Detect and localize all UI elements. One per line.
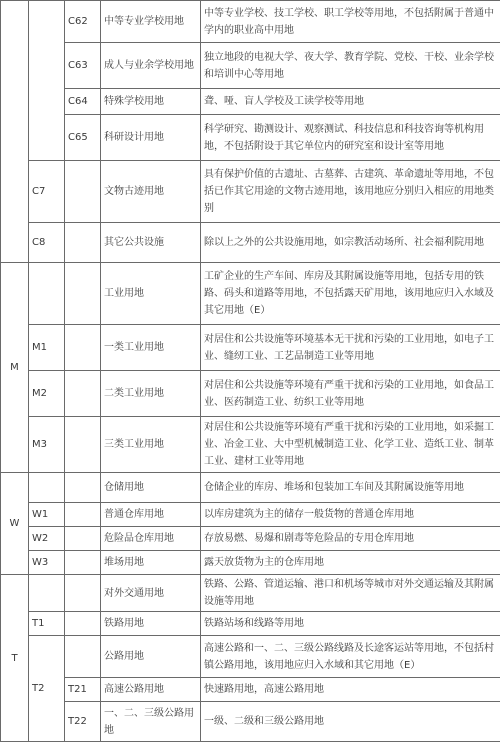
subcategory-code: M1 (29, 325, 65, 371)
table-row (1, 263, 500, 325)
land-name: 科研设计用地 (101, 115, 201, 161)
land-name: 一类工业用地 (101, 325, 201, 371)
table-row (1, 89, 500, 115)
land-description: 聋、哑、盲人学校及工读学校等用地 (201, 89, 500, 115)
table-row (1, 473, 500, 503)
table-row (1, 43, 500, 89)
item-code: T22 (65, 702, 101, 742)
subcategory-code: T2 (29, 636, 65, 742)
item-code (65, 223, 101, 263)
table-row (1, 527, 500, 551)
land-description: 高速公路和一、二、三级公路线路及长途客运站等用地，不包括村镇公路用地，该用地应归入水域和其它用地（E） (201, 636, 500, 678)
land-name: 特殊学校用地 (101, 89, 201, 115)
item-code (65, 161, 101, 223)
subcategory-code: W2 (29, 527, 65, 551)
item-code (65, 575, 101, 612)
land-name: 其它公共设施 (101, 223, 201, 263)
item-code: C63 (65, 43, 101, 89)
table-row (1, 115, 500, 161)
item-code (65, 636, 101, 678)
subcategory-code (29, 575, 65, 612)
land-name: 成人与业余学校用地 (101, 43, 201, 89)
item-code (65, 263, 101, 325)
land-description: 对居住和公共设施等环境基本无干扰和污染的工业用地，如电子工业、缝纫工业、工艺品制造工业等用地 (201, 325, 500, 371)
land-name: 仓储用地 (101, 473, 201, 503)
item-code (65, 612, 101, 636)
land-description: 一级、二级和三级公路用地 (201, 702, 500, 742)
table-row (1, 636, 500, 678)
land-name: 普通仓库用地 (101, 503, 201, 527)
item-code (65, 417, 101, 473)
table-row (1, 223, 500, 263)
table-row (1, 161, 500, 223)
subcategory-code (29, 263, 65, 325)
land-description: 中等专业学校、技工学校、职工学校等用地，不包括附属于普通中学内的职业高中用地 (201, 1, 500, 43)
item-code (65, 503, 101, 527)
table-row (1, 575, 500, 612)
category-code: W (1, 473, 29, 575)
land-description: 对居住和公共设施等环境有严重干扰和污染的工业用地，如食品工业、医药制造工业、纺织工业等用地 (201, 371, 500, 417)
category-code: T (1, 575, 29, 742)
item-code: C62 (65, 1, 101, 43)
item-code: C64 (65, 89, 101, 115)
subcategory-code (29, 1, 65, 161)
subcategory-code: W1 (29, 503, 65, 527)
land-name: 文物古迹用地 (101, 161, 201, 223)
item-code (65, 325, 101, 371)
item-code (65, 473, 101, 503)
item-code: C65 (65, 115, 101, 161)
land-name: 堆场用地 (101, 551, 201, 575)
table-row (1, 371, 500, 417)
land-name: 一、二、三级公路用地 (101, 702, 201, 742)
land-description: 铁路站场和线路等用地 (201, 612, 500, 636)
land-description: 存放易燃、易爆和剧毒等危险品的专用仓库用地 (201, 527, 500, 551)
table-row (1, 325, 500, 371)
table-row (1, 1, 500, 43)
table-row (1, 503, 500, 527)
land-description: 工矿企业的生产车间、库房及其附属设施等用地，包括专用的铁路、码头和道路等用地，不包括露天矿用地，该用地应归入水域及其它用地（E） (201, 263, 500, 325)
land-name: 危险品仓库用地 (101, 527, 201, 551)
subcategory-code: C8 (29, 223, 65, 263)
item-code (65, 371, 101, 417)
table-row (1, 417, 500, 473)
land-description: 露天放货物为主的仓库用地 (201, 551, 500, 575)
table-row (1, 551, 500, 575)
table-row (1, 612, 500, 636)
item-code (65, 527, 101, 551)
category-code: M (1, 263, 29, 473)
land-name: 二类工业用地 (101, 371, 201, 417)
land-name: 工业用地 (101, 263, 201, 325)
land-name: 三类工业用地 (101, 417, 201, 473)
land-name: 铁路用地 (101, 612, 201, 636)
category-code (1, 1, 29, 263)
land-description: 对居住和公共设施等环境有严重干扰和污染的工业用地，如采掘工业、冶金工业、大中型机械制造工业、化学工业、造纸工业、制革工业、建材工业等用地 (201, 417, 500, 473)
land-description: 以库房建筑为主的储存一般货物的普通仓库用地 (201, 503, 500, 527)
item-code: T21 (65, 678, 101, 702)
land-description: 快速路用地，高速公路用地 (201, 678, 500, 702)
subcategory-code: W3 (29, 551, 65, 575)
subcategory-code: M2 (29, 371, 65, 417)
land-description: 仓储企业的库房、堆场和包装加工车间及其附属设施等用地 (201, 473, 500, 503)
land-name: 高速公路用地 (101, 678, 201, 702)
land-name: 公路用地 (101, 636, 201, 678)
land-description: 具有保护价值的古遗址、古墓葬、古建筑、革命遗址等用地，不包括已作其它用途的文物古迹用地，该用地应分别归入相应的用地类别 (201, 161, 500, 223)
table-row (1, 702, 500, 742)
subcategory-code: T1 (29, 612, 65, 636)
land-name: 中等专业学校用地 (101, 1, 201, 43)
subcategory-code: M3 (29, 417, 65, 473)
land-description: 除以上之外的公共设施用地，如宗教活动场所、社会福利院用地 (201, 223, 500, 263)
item-code (65, 551, 101, 575)
table-row (1, 678, 500, 702)
land-name: 对外交通用地 (101, 575, 201, 612)
land-description: 铁路、公路、管道运输、港口和机场等城市对外交通运输及其附属设施等用地 (201, 575, 500, 612)
land-description: 科学研究、勘测设计、观察测试、科技信息和科技咨询等机构用地，不包括附设于其它单位内的研究室和设计室等用地 (201, 115, 500, 161)
land-description: 独立地段的电视大学、夜大学、教育学院、党校、干校、业余学校和培训中心等用地 (201, 43, 500, 89)
subcategory-code (29, 473, 65, 503)
subcategory-code: C7 (29, 161, 65, 223)
